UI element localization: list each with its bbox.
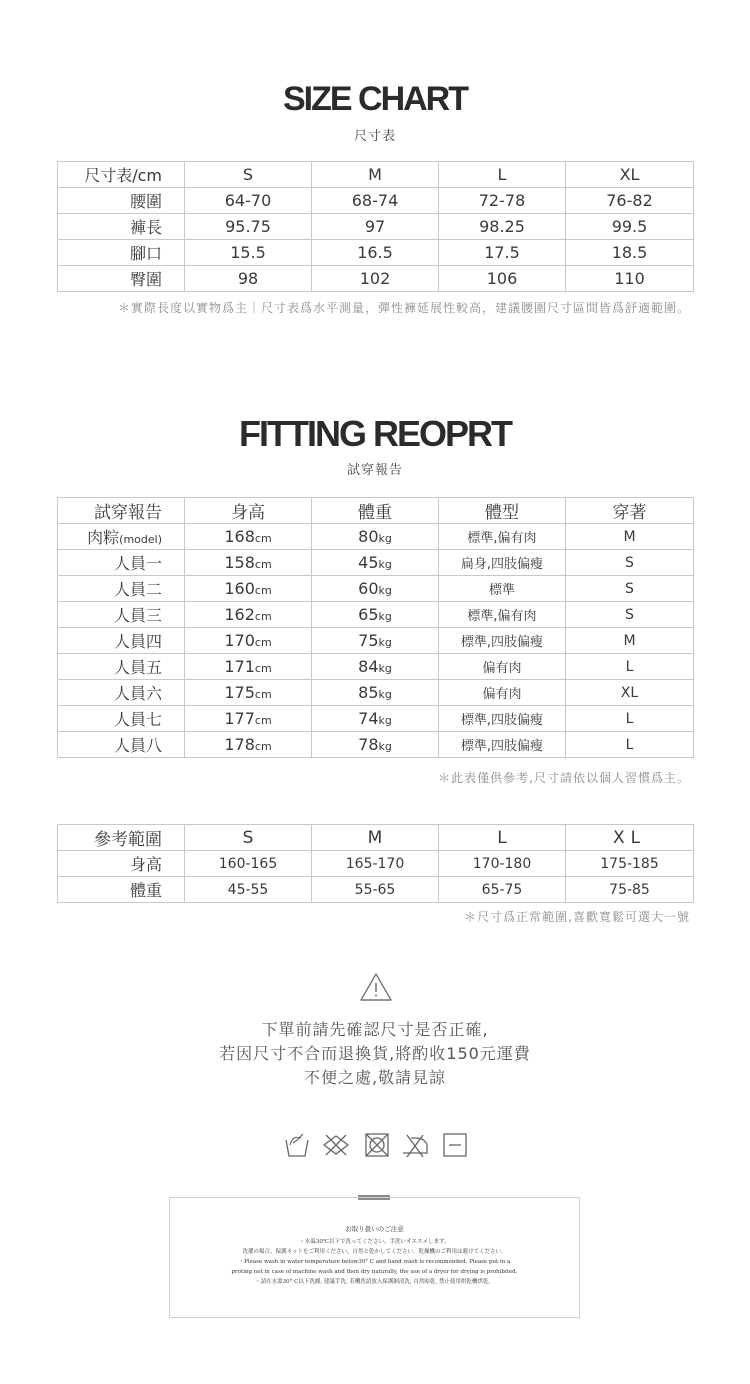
size-worn: L [566, 654, 694, 680]
column-header: 試穿報告 [58, 498, 185, 524]
column-header: M [312, 162, 439, 188]
table-row [58, 550, 694, 576]
size-chart-header-row [58, 162, 694, 188]
table-cell: 102 [312, 266, 439, 292]
weight-unit: kg [378, 558, 392, 571]
height-unit: cm [254, 610, 272, 623]
care-line: 洗濯の場合、保護ネットをご利用ください、自然と乾かしてください。乾燥機のご利用は避けてください。 [242, 1249, 507, 1255]
size-worn: M [566, 628, 694, 654]
row-label: 體重 [58, 877, 185, 903]
row-label: 腳口 [58, 240, 185, 266]
table-row [58, 602, 694, 628]
care-line: proting net in case of machine wash and then dry naturally, the use of a dryer for drying is prohibited. [231, 1269, 518, 1275]
height-value: 175 [224, 683, 255, 702]
table-cell: 64-70 [185, 188, 312, 214]
table-row [58, 576, 694, 602]
table-cell: 55-65 [312, 877, 439, 903]
row-label: 人員五 [113, 658, 162, 677]
table-cell: 95.75 [185, 214, 312, 240]
table-cell: 45-55 [185, 877, 312, 903]
reference-header-row [58, 825, 694, 851]
row-label: 身高 [58, 851, 185, 877]
table-row [58, 877, 694, 903]
size-worn: S [566, 576, 694, 602]
height-unit: cm [254, 740, 272, 753]
table-row [58, 654, 694, 680]
table-cell: 17.5 [439, 240, 566, 266]
table-cell: 97 [312, 214, 439, 240]
table-row [58, 732, 694, 758]
warning-text [0, 1018, 750, 1090]
row-label: 人員四 [113, 632, 162, 651]
weight-unit: kg [378, 610, 392, 623]
column-header: M [312, 825, 439, 851]
weight-value: 80 [358, 527, 379, 546]
weight-value: 84 [358, 657, 379, 676]
size-worn: S [566, 602, 694, 628]
table-row [58, 188, 694, 214]
column-header: L [439, 825, 566, 851]
table-cell: 99.5 [566, 214, 694, 240]
table-row [58, 851, 694, 877]
column-header: XL [566, 825, 694, 851]
size-worn: M [566, 524, 694, 550]
height-unit: cm [254, 532, 272, 545]
table-cell: 165-170 [312, 851, 439, 877]
weight-value: 75 [358, 631, 379, 650]
body-type: 標準,四肢偏瘦 [439, 628, 566, 654]
table-cell: 98.25 [439, 214, 566, 240]
body-type: 扁身,四肢偏瘦 [439, 550, 566, 576]
size-worn: XL [566, 680, 694, 706]
care-icons [283, 1131, 469, 1159]
height-value: 170 [224, 631, 255, 650]
height-value: 162 [224, 605, 255, 624]
table-row [58, 706, 694, 732]
row-label: 人員六 [113, 684, 162, 703]
care-line: ・請在水溫30° C以下洗滌, 建議手洗, 若機洗請放入保護網清洗, 自然晾乾, 禁止使用烘乾機烘乾。 [255, 1279, 494, 1285]
no-bleach-icon [322, 1131, 350, 1159]
hand-wash-icon [283, 1131, 311, 1159]
body-type: 偏有肉 [439, 654, 566, 680]
height-value: 168 [224, 527, 255, 546]
table-cell: 98 [185, 266, 312, 292]
height-unit: cm [254, 688, 272, 701]
column-header: S [185, 825, 312, 851]
column-header: 尺寸表/cm [58, 162, 185, 188]
row-label: 人員三 [113, 606, 162, 625]
size-chart-note: ＊實際長度以實物爲主｜尺寸表爲水平測量，彈性褲延展性較高，建議腰圍尺寸區間皆爲舒適範圍。 [117, 301, 690, 315]
size-chart-subtitle: 尺寸表 [353, 129, 396, 144]
size-worn: L [566, 706, 694, 732]
body-type: 標準,四肢偏瘦 [439, 732, 566, 758]
column-header: 穿著 [566, 498, 694, 524]
no-tumble-dry-icon [363, 1131, 391, 1159]
table-row [58, 524, 694, 550]
weight-value: 65 [358, 605, 379, 624]
weight-value: 60 [358, 579, 379, 598]
table-row [58, 680, 694, 706]
size-worn: L [566, 732, 694, 758]
table-row [58, 214, 694, 240]
size-chart-table [57, 161, 694, 292]
table-cell: 175-185 [566, 851, 694, 877]
reference-note: ＊尺寸爲正常範圍,喜歡寬鬆可選大一號 [464, 910, 690, 924]
height-value: 177 [224, 709, 255, 728]
height-unit: cm [254, 714, 272, 727]
weight-value: 78 [358, 735, 379, 754]
row-label: 肉粽 [87, 528, 120, 547]
body-type: 標準,四肢偏瘦 [439, 706, 566, 732]
row-label: 人員八 [113, 736, 162, 755]
height-unit: cm [254, 558, 272, 571]
table-row [58, 240, 694, 266]
table-cell: 170-180 [439, 851, 566, 877]
height-value: 160 [224, 579, 255, 598]
care-title: お取り扱いのご注意 [345, 1225, 404, 1233]
warning-line: 若因尺寸不合而退換貨,將酌收150元運費 [219, 1044, 531, 1063]
column-header: S [185, 162, 312, 188]
fitting-report-title: FITTING REOPRT [239, 413, 511, 454]
fitting-report-table [57, 497, 694, 758]
care-line: ・水温30℃以下で洗ってください、手洗いオススメします。 [299, 1239, 450, 1245]
table-cell: 110 [566, 266, 694, 292]
size-chart-title: SIZE CHART [283, 80, 467, 118]
weight-value: 85 [358, 683, 379, 702]
table-cell: 75-85 [566, 877, 694, 903]
row-label: 臀圍 [58, 266, 185, 292]
weight-value: 45 [358, 553, 379, 572]
weight-unit: kg [378, 584, 392, 597]
row-label: 人員七 [113, 710, 162, 729]
table-cell: 106 [439, 266, 566, 292]
row-label-suffix: (model) [119, 533, 162, 546]
table-cell: 15.5 [185, 240, 312, 266]
fitting-report-note: ＊此表僅供參考,尺寸請依以個人習慣爲主。 [438, 771, 690, 785]
care-line: ・Please wash in water temperature below30° C and hand wash is recommended. Please put in a [238, 1259, 511, 1265]
reference-table [57, 824, 694, 903]
fitting-header-row [58, 498, 694, 524]
table-row [58, 266, 694, 292]
height-value: 158 [224, 553, 255, 572]
table-cell: 16.5 [312, 240, 439, 266]
fitting-report-subtitle: 試穿報告 [346, 463, 403, 478]
size-worn: S [566, 550, 694, 576]
weight-unit: kg [378, 662, 392, 675]
no-iron-icon [401, 1131, 429, 1159]
weight-unit: kg [378, 740, 392, 753]
warning-line: 不便之處,敬請見諒 [303, 1068, 447, 1087]
column-header: XL [566, 162, 694, 188]
height-unit: cm [254, 636, 272, 649]
row-label: 人員一 [113, 554, 162, 573]
height-unit: cm [254, 584, 272, 597]
height-value: 178 [224, 735, 255, 754]
weight-unit: kg [378, 688, 392, 701]
column-header: 參考範圍 [58, 825, 185, 851]
body-type: 標準 [439, 576, 566, 602]
column-header: L [439, 162, 566, 188]
weight-unit: kg [378, 714, 392, 727]
warning-triangle-icon [359, 972, 393, 1002]
warning-line: 下單前請先確認尺寸是否正確, [261, 1020, 489, 1039]
weight-unit: kg [378, 636, 392, 649]
flat-dry-icon [441, 1131, 469, 1159]
column-header: 身高 [185, 498, 312, 524]
height-unit: cm [254, 662, 272, 675]
weight-value: 74 [358, 709, 379, 728]
row-label: 腰圍 [58, 188, 185, 214]
table-cell: 72-78 [439, 188, 566, 214]
table-cell: 68-74 [312, 188, 439, 214]
body-type: 偏有肉 [439, 680, 566, 706]
body-type: 標準,偏有肉 [439, 602, 566, 628]
weight-unit: kg [378, 532, 392, 545]
table-row [58, 628, 694, 654]
row-label: 人員二 [113, 580, 162, 599]
column-header: 體型 [439, 498, 566, 524]
height-value: 171 [224, 657, 255, 676]
table-cell: 76-82 [566, 188, 694, 214]
table-cell: 65-75 [439, 877, 566, 903]
column-header: 體重 [312, 498, 439, 524]
row-label: 褲長 [58, 214, 185, 240]
table-cell: 160-165 [185, 851, 312, 877]
body-type: 標準,偏有肉 [439, 524, 566, 550]
care-instructions-box [169, 1197, 580, 1318]
table-cell: 18.5 [566, 240, 694, 266]
